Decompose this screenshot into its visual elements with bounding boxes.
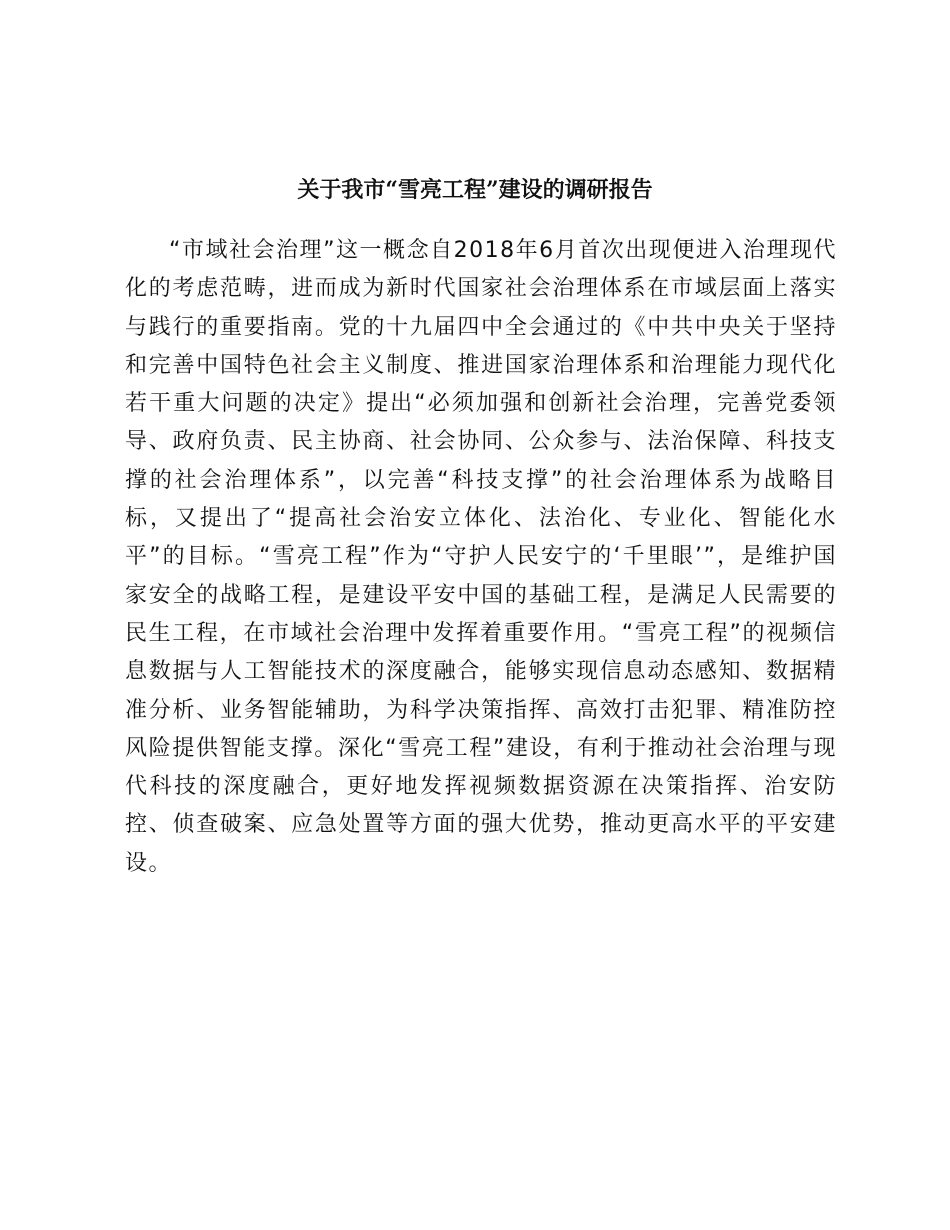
- body-paragraph: “市域社会治理”这一概念自2018年6月首次出现便进入治理现代化的考虑范畴，进而成为新时代国家社会治理体系在市域层面上落实与践行的重要指南。党的十九届四中全会通过的《中共中央关于坚持和完善中国特色社会主义制度、推进国家治理体系和治理能力现代化若干重大问题的决定》提出“必须加强和创新社会治理，完善党委领导、政府负责、民主协商、社会协同、公众参与、法治保障、科技支撑的社会治理体系”，以完善“科技支撑”的社会治理体系为战略目标，又提出了“提高社会治安立体化、法治化、专业化、智能化水平”的目标。“雪亮工程”作为“守护人民安宁的‘千里眼’”，是维护国家安全的战略工程，是建设平安中国的基础工程，是满足人民需要的民生工程，在市域社会治理中发挥着重要作用。“雪亮工程”的视频信息数据与人工智能技术的深度融合，能够实现信息动态感知、数据精准分析、业务智能辅助，为科学决策指挥、高效打击犯罪、精准防控风险提供智能支撑。深化“雪亮工程”建设，有利于推动社会治理与现代科技的深度融合，更好地发挥视频数据资源在决策指挥、治安防控、侦查破案、应急处置等方面的强大优势，推动更高水平的平安建设。: [125, 238, 837, 876]
- document-title: 关于我市“雪亮工程”建设的调研报告: [297, 177, 653, 203]
